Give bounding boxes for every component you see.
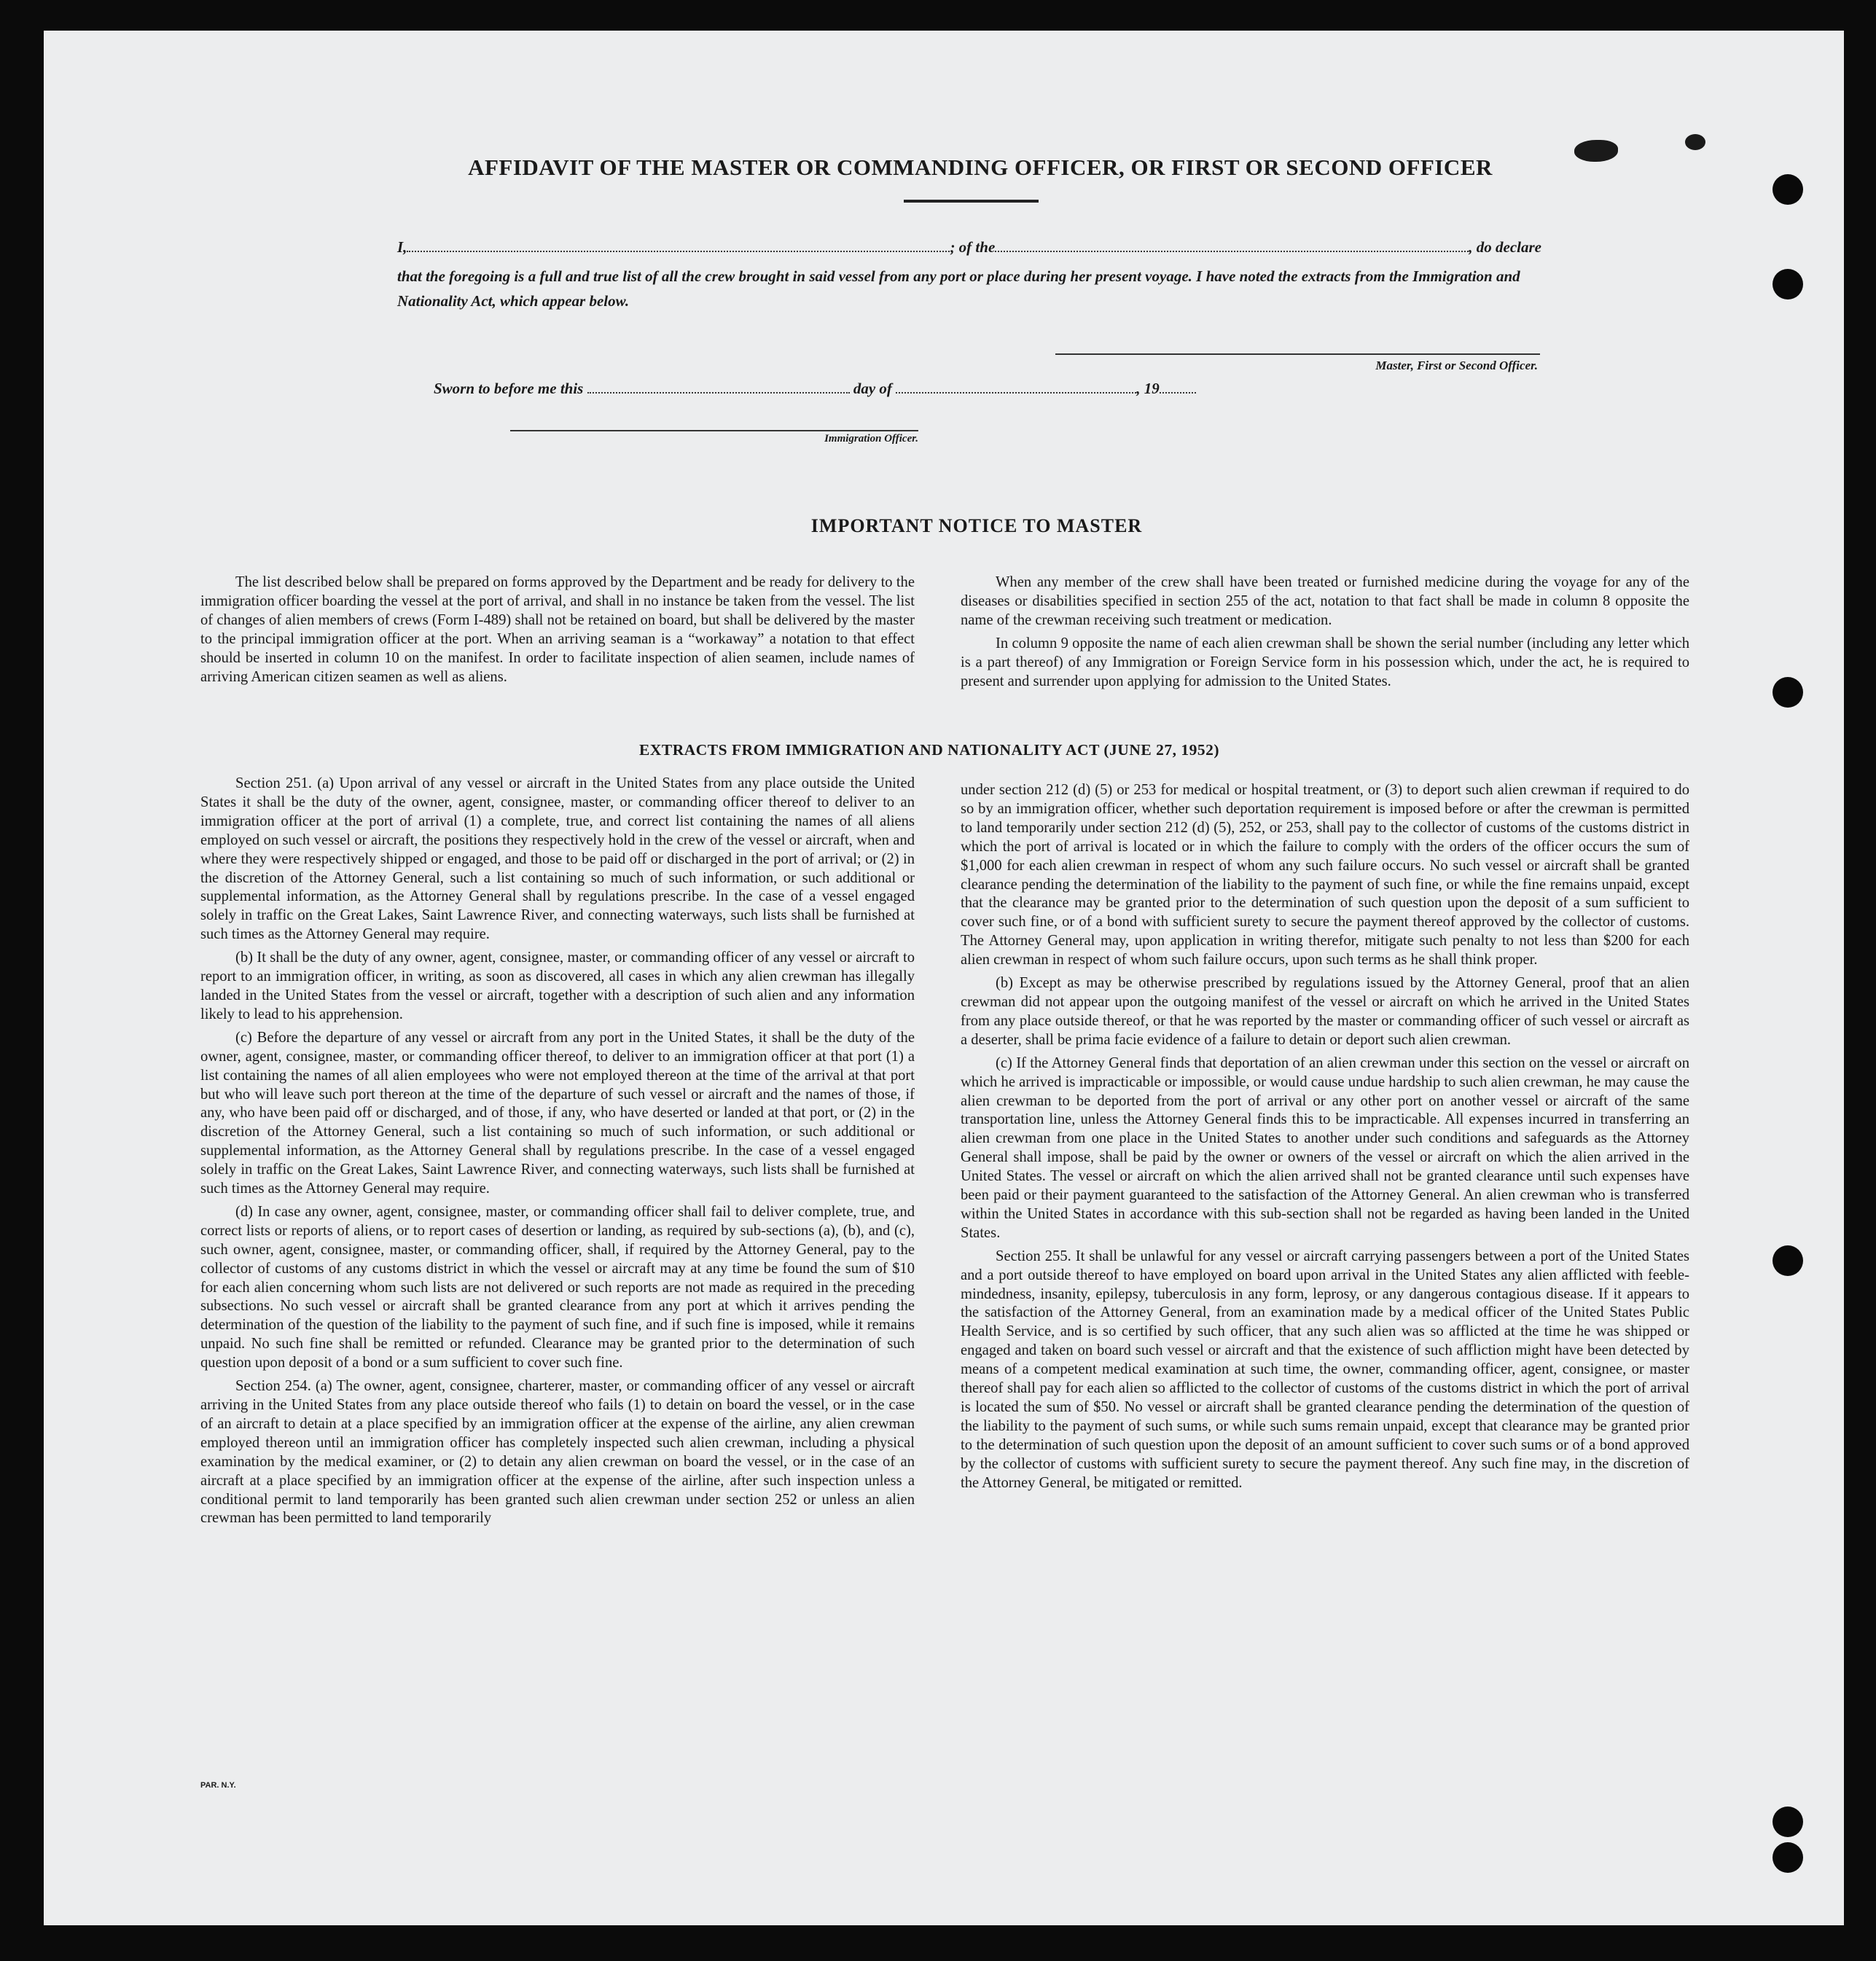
sworn-line xyxy=(434,377,1196,398)
section-255: Section 255. It shall be unlawful for any vessel or aircraft carrying passengers between a port of the United States and a port outside thereof to have employed on board upon arrival in the United States any alien afflicted with feeble-mindedness, insanity, epilepsy, tuberculosis in any form, leprosy, or any dangerous contagious disease. If it appears to the satisfaction of the Attorney General, from an examination made by a medical officer of the United States Public Health Service, and is so certified by such officer, that any such alien was so afflicted at the time he was shipped or engaged and taken on board such vessel or aircraft and that the existence of such affliction might have been detected by means of a competent medical examination at such time, the owner, commanding officer, agent, consignee, or master thereof shall pay for each alien so afflicted to the collector of customs of the customs district in which the port of arrival is located the sum of $50. No vessel or aircraft shall be granted clearance pending the determination of the question of the liability to the payment of such sums, or while such sums remain unpaid, except that clearance may be granted prior to the determination of such question upon the deposit of an amount sufficient to cover such sums or of a bond approved by the collector of customs with sufficient surety to secure the payment thereof. Any such fine may, in the discretion of the Attorney General, be mitigated or remitted. xyxy=(961,1248,1689,1491)
printer-mark: PAR. N.Y. xyxy=(200,1781,236,1790)
section-254-c: (c) If the Attorney General finds that deportation of an alien crewman under this section on the vessel or aircraft on which he arrived is impracticable or impossible, or would cause undue hardship to such alien crewman, he may cause the alien crewman to be deported from the port of arrival or any other port on another vessel or aircraft of the same transportation line, unless the Attorney General finds this to be impracticable. All expenses incurred in transferring an alien crewman from one place in the United States to another under such conditions and safeguards as the Attorney General shall impose, shall be paid by the owner or owners of the vessel or aircraft on which the alien arrived in the United States. The vessel or aircraft on which the alien arrived shall not be granted clearance until such expenses have been paid or their payment guaranteed to the satisfaction of the Attorney General. An alien crewman who is transferred within the United States in accordance with this sub-section shall not be regarded as having been landed in the United States. xyxy=(961,1054,1689,1241)
immigration-officer-caption: Immigration Officer. xyxy=(824,433,918,445)
signature-caption: Master, First or Second Officer. xyxy=(1375,359,1538,372)
declaration-suffix: , do declare xyxy=(1469,238,1541,256)
section-254-a-continued: under section 212 (d) (5) or 253 for medical or hospital treatment, or (3) to deport such alien crewman if required to do so by an immigration officer, whether such deportation requirement is imposed before or after the crewman is permitted to land temporarily under section 212 (d) (5), 252, or 253, shall pay to the collector of customs of the customs district in which the port of arrival is located or in which the failure to comply with the orders of the officer occurs the sum of $1,000 for each alien crewman in respect of whom any such failure occurs. No such vessel or aircraft shall be granted clearance pending the determination of the liability to the payment of such fine, or while the fine remains unpaid, except that the clearance may be granted prior to the determination of such question upon the deposit of a sum sufficient to cover such fine, or of a bond with sufficient surety to secure the payment thereof approved by the collector of customs. The Attorney General may, upon application in writing therefor, mitigate such penalty to not less than $200 for each alien crewman in respect of whom such failure occurs, upon such terms as he shall think proper. xyxy=(961,782,1689,968)
section-251-c: (c) Before the departure of any vessel or aircraft from any port in the United States, it shall be the duty of the owner, agent, consignee, master, or commanding officer thereof, to deliver to an immigration officer at that port (1) a list containing the names of all alien employees who were not employed thereon at the time of the arrival at that port but who will leave such port thereon at the time of the departure of such vessel or aircraft and the names of those, if any, who have been paid off or discharged, and of those, if any, who have deserted or landed at that port, or (2) in the discretion of the Attorney General, such a list containing so much of such information, or such additional or supplemental information, as the Attorney General shall by regulations prescribe. In the case of a vessel engaged solely in traffic on the Great Lakes, Saint Lawrence River, and connecting waterways, such lists shall be furnished at such times as the Attorney General may require. xyxy=(200,1029,915,1197)
sworn-prefix: Sworn to before me this xyxy=(434,380,584,397)
punch-hole xyxy=(1773,174,1803,205)
punch-hole xyxy=(1773,1842,1803,1873)
vessel-blank xyxy=(995,236,1469,252)
affidavit-statement: that the foregoing is a full and true list of all the crew brought in said vessel from any port or place during her present voyage. I have noted the extracts from the Immigration and Nationality Act, which appear below. xyxy=(397,267,1520,310)
sworn-day-blank xyxy=(587,377,850,394)
ink-blot xyxy=(1685,134,1705,150)
punch-hole xyxy=(1773,269,1803,300)
extracts-title: EXTRACTS FROM IMMIGRATION AND NATIONALITY ACT (JUNE 27, 1952) xyxy=(639,741,1219,759)
sworn-year: , 19 xyxy=(1136,380,1160,397)
punch-hole xyxy=(1773,677,1803,708)
notice-left-column xyxy=(200,574,915,686)
section-251-a: Section 251. (a) Upon arrival of any vessel or aircraft in the United States from any place outside the United States it shall be the duty of the owner, agent, consignee, master, or commanding officer thereof to deliver to an immigration officer at the port of arrival (1) a complete, true, and correct list containing the names of all aliens employed on such vessel or aircraft, the positions they respectively hold in the crew of the vessel or aircraft, when and where they were respectively shipped or engaged, and those to be paid off or discharged in the port of arrival; or (2) in the discretion of the Attorney General, such a list containing so much of such information, or such additional or supplemental information, as the Attorney General shall by regulations prescribe. In the case of a vessel engaged solely in traffic on the Great Lakes, Saint Lawrence River, and connecting waterways, such lists shall be furnished at such times as the Attorney General may require. xyxy=(200,775,915,943)
extracts-left-column xyxy=(200,775,915,1528)
document-page xyxy=(44,31,1844,1925)
signature-line xyxy=(1055,353,1540,355)
sworn-year-blank xyxy=(1160,377,1196,394)
section-254-b: (b) Except as may be otherwise prescribed by regulations issued by the Attorney General, proof that an alien crewman did not appear upon the outgoing manifest of the vessel or aircraft on which he arrived in the United States from any place outside thereof, or that he was reported by the master or commanding officer of such vessel or aircraft as a deserter, shall be prima facie evidence of a failure to detain or deport such alien crewman. xyxy=(961,975,1689,1048)
notice-paragraph: In column 9 opposite the name of each alien crewman shall be shown the serial number (including any letter which is a part thereof) of any Immigration or Foreign Service form in his possession which, under the act, he is required to present and surrender upon applying for admission to the United States. xyxy=(961,635,1689,689)
name-blank xyxy=(407,236,950,252)
affidavit-title: AFFIDAVIT OF THE MASTER OR COMMANDING OFFICER, OR FIRST OR SECOND OFFICER xyxy=(468,154,1493,180)
section-251-b: (b) It shall be the duty of any owner, agent, consignee, master, or commanding officer of any vessel or aircraft to report to an immigration officer, in writing, as soon as discovered, all cases in which any alien crewman has illegally landed in the United States from the vessel or aircraft, together with a description of such alien and any information likely to lead to his apprehension. xyxy=(200,950,915,1022)
title-rule xyxy=(904,200,1039,203)
declaration-mid: ; of the xyxy=(950,238,996,256)
section-254-a: Section 254. (a) The owner, agent, consignee, charterer, master, or commanding officer of any vessel or aircraft arriving in the United States from any place outside thereof who fails (1) to detain on board the vessel, or in the case of an aircraft to detain at a place specified by an immigration officer at the expense of the airline, any alien crewman employed thereon until an immigration officer has completely inspected such alien crewman, including a physical examination by the medical examiner, or (2) to detain any alien crewman on board the vessel, or in the case of an aircraft at a place specified by an immigration officer at the expense of the airline, after such inspection unless a conditional permit to land temporarily has been granted such alien crewman under section 252 or unless an alien crewman has been permitted to land temporarily xyxy=(200,1378,915,1527)
punch-hole xyxy=(1773,1245,1803,1276)
affidavit-declaration-line xyxy=(397,236,1571,257)
sworn-month-blank xyxy=(896,377,1136,394)
section-251-d: (d) In case any owner, agent, consignee, master, or commanding officer shall fail to deliver complete, true, and correct lists or reports of aliens, or to report cases of desertion or landing, as required by sub-sections (a), (b), and (c), such owner, agent, consignee, master, or commanding officer, shall, if required by the Attorney General, pay to the collector of customs of any customs district in which the vessel or aircraft may at any time be found the sum of $10 for each alien concerning whom such lists are not delivered or such reports are not made as required in the preceding subsections. No such vessel or aircraft shall be granted clearance from any port at which it arrives pending the determination of the question of the liability to the payment of such fine, and if such fine is imposed, while it remains unpaid. No such fine shall be remitted or refunded. Clearance may be granted prior to the determination of such question upon deposit of a bond or a sum sufficient to cover such fine. xyxy=(200,1203,915,1371)
declaration-prefix: I, xyxy=(397,238,407,256)
notice-paragraph: When any member of the crew shall have been treated or furnished medicine during the voyage for any of the diseases or disabilities specified in section 255 of the act, notation to that fact shall be made in column 8 opposite the name of the crewman receiving such treatment or medication. xyxy=(961,574,1689,628)
notice-title: IMPORTANT NOTICE TO MASTER xyxy=(810,515,1143,536)
sworn-mid: day of xyxy=(853,380,892,397)
extracts-right-column xyxy=(961,781,1689,1493)
punch-hole xyxy=(1773,1807,1803,1837)
notice-right-column xyxy=(961,574,1689,691)
ink-blot xyxy=(1574,140,1618,162)
immigration-officer-line xyxy=(510,430,918,431)
notice-paragraph: The list described below shall be prepared on forms approved by the Department and be ready for delivery to the immigration officer boarding the vessel at the port of arrival, and shall in no instance be taken from the vessel. The list of changes of alien members of crews (Form I-489) shall not be retained on board, but shall be delivered by the master to the principal immigration officer at the port. When an arriving seaman is a “workaway” a notation to that effect should be inserted in column 10 on the manifest. In order to facilitate inspection of alien seamen, include names of arriving American citizen seamen as well as aliens. xyxy=(200,574,915,685)
